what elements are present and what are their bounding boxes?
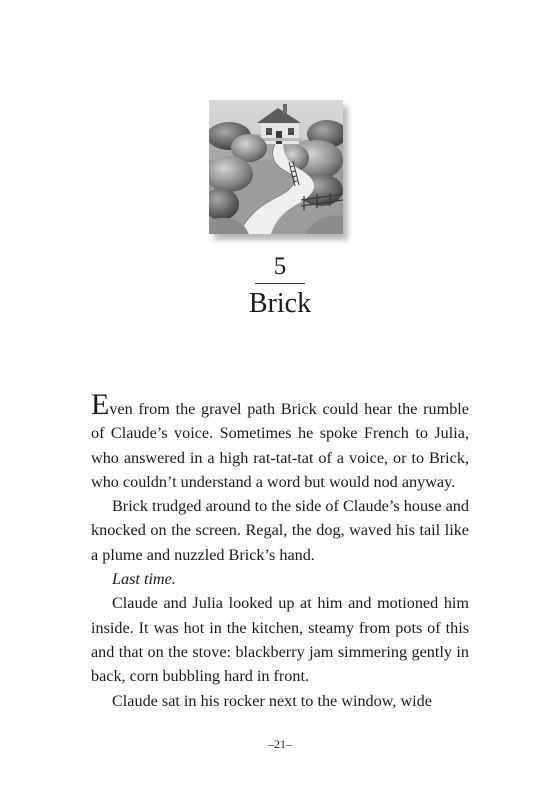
paragraph [91, 388, 469, 494]
chapter-illustration [209, 100, 343, 234]
italic-line: Last time. [112, 570, 176, 589]
paragraph: Claude sat in his rocker next to the window, wide [112, 691, 432, 710]
page-number: –21– [268, 737, 292, 751]
paragraph: Brick trudged around to the side of Claude’s house and knocked on the screen. Regal, the dog, waved his tail like a plume and nuzzled Brick’s hand. [91, 497, 469, 564]
chapter-number: 5 [273, 253, 287, 280]
paragraph-text: ven from the gravel path Brick could hear the rumble of Claude’s voice. Sometimes he spoke French to Julia, who answered in a high rat-tat-tat of a voice, or to Brick, who couldn’t understand a word but would nod anyway. [91, 400, 469, 491]
drop-cap: E [91, 388, 110, 421]
chapter-divider [255, 283, 305, 284]
chapter-title: Brick [248, 288, 312, 319]
paragraph [91, 567, 469, 591]
farmhouse-illustration [209, 100, 343, 234]
chapter-body [91, 388, 469, 713]
paragraph: Claude and Julia looked up at him and motioned him inside. It was hot in the kitchen, steamy from pots of this and that on the stove: blackberry jam simmering gently in back, corn bubbling hard in front. [91, 594, 469, 686]
